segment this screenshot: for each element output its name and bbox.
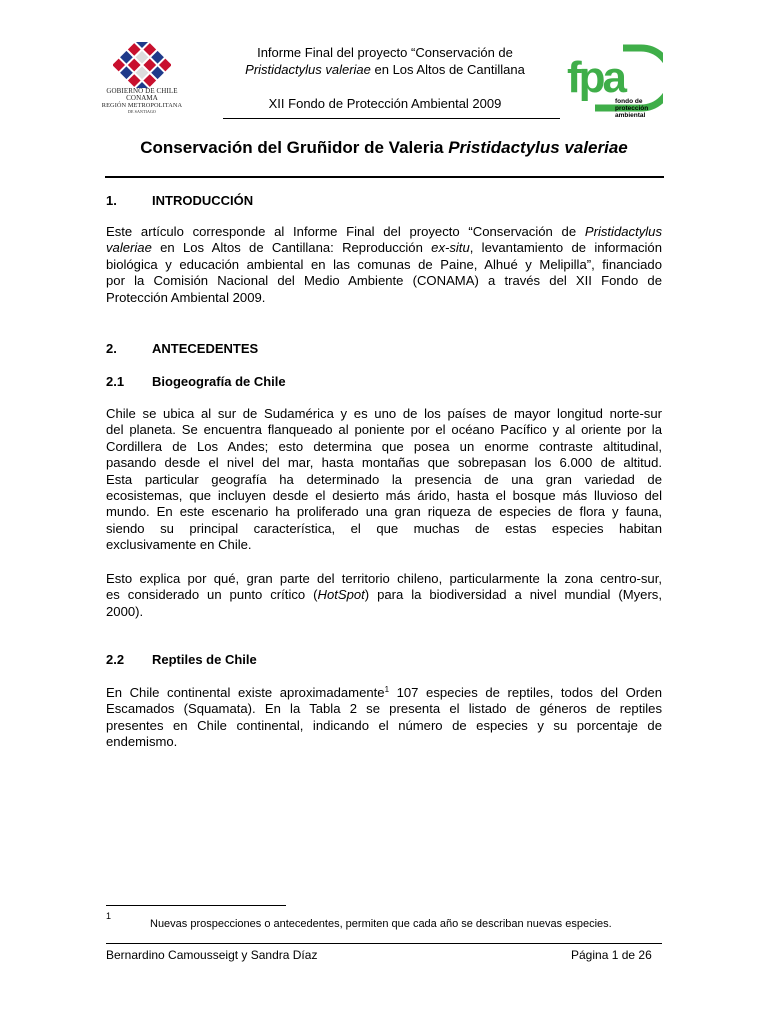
biogeo-line: exclusivamente en Chile.	[106, 537, 252, 553]
intro-line: Protección Ambiental 2009.	[106, 289, 266, 305]
page-title	[60, 137, 708, 159]
section-number: 1.	[106, 193, 117, 208]
intro-text-italic: Pristidactylus	[584, 224, 662, 239]
biogeo-line: Esto explica por qué, gran parte del territorio chileno, particularmente la zona centro-sur,	[106, 571, 662, 586]
biogeo-text: es considerado un punto crítico (	[106, 587, 318, 603]
fpa-logo	[563, 40, 663, 124]
reptiles-line: presentes en Chile continental, indicando el número de especies y su porcentaje de	[106, 717, 662, 733]
intro-text: en Los Altos de Cantillana: Reproducción	[151, 240, 432, 256]
section-heading-introduccion	[106, 193, 662, 209]
gobierno-de-chile-logo	[100, 42, 184, 124]
fpa-logo-line2: protección	[615, 105, 649, 112]
intro-text: Este artículo corresponde al Informe Final del proyecto “Conservación de	[106, 224, 585, 239]
biogeo-line: 2000).	[106, 603, 144, 619]
logo-left-line2: CONAMA	[126, 94, 158, 102]
section-title: Biogeografía de Chile	[152, 374, 286, 389]
intro-text: , levantamiento de información	[469, 240, 662, 256]
header-line3: XII Fondo de Protección Ambiental 2009	[268, 96, 502, 111]
intro-line: por la Comisión Nacional del Medio Ambiente (CONAMA) a través del XII Fondo de	[106, 273, 662, 289]
section-heading-biogeografia	[106, 374, 662, 390]
fpa-logo-mark-icon	[563, 40, 663, 124]
header-location: en Los Altos de Cantillana	[370, 62, 525, 77]
footer-page-number: Página 1 de 26	[571, 948, 652, 962]
logo-left-line1: GOBIERNO DE CHILE	[106, 87, 178, 95]
logo-left-line4: DE SANTIAGO	[128, 109, 156, 114]
logo-left-line3: REGIÓN METROPOLITANA	[101, 102, 183, 109]
header-rule	[223, 118, 560, 119]
biogeo-line: ecosistemas, que incluyen desde el desierto más árido, hasta el bosque más lluvioso del	[106, 487, 662, 503]
fpa-logo-mark: fpa	[567, 53, 624, 102]
section-number: 2.	[106, 341, 117, 356]
biogeo-paragraph-1	[106, 406, 662, 554]
biogeo-line: Chile se ubica al sur de Sudamérica y es uno de los países de mayor longitud norte-sur	[106, 406, 662, 421]
footnote-text: Nuevas prospecciones o antecedentes, permiten que cada año se describan nuevas especies.	[150, 918, 612, 930]
reptiles-line: Escamados (Squamata). En la Tabla 2 se presenta el listado de géneros de reptiles	[106, 701, 662, 717]
section-heading-reptiles	[106, 652, 662, 668]
footer-authors: Bernardino Camousseigt y Sandra Díaz	[106, 948, 318, 962]
section-title: ANTECEDENTES	[152, 341, 259, 356]
footnote-rule	[106, 905, 286, 906]
section-heading-antecedentes	[106, 341, 662, 357]
section-title: INTRODUCCIÓN	[152, 193, 254, 208]
biogeo-line: Esta particular geografía ha determinado la presencia de una gran variedad de	[106, 471, 662, 487]
intro-text-italic: valeriae	[106, 240, 152, 256]
biogeo-line: Cordillera de Los Andes; esto determina que posea un enorme contraste altitudinal,	[106, 438, 662, 454]
section-title: Reptiles de Chile	[152, 652, 257, 667]
section-number: 2.1	[106, 374, 125, 389]
header-species-name: Pristidactylus valeriae	[245, 62, 371, 77]
fpa-logo-line3: ambiental	[615, 112, 646, 119]
fpa-logo-line1: fondo de	[615, 98, 643, 105]
gobierno-logo-emblem-icon	[113, 42, 171, 88]
biogeo-text: ) para la biodiversidad a nivel mundial (Myers,	[364, 587, 662, 603]
intro-paragraph	[106, 224, 662, 306]
header-line1: Informe Final del proyecto “Conservación de	[257, 45, 513, 60]
reptiles-text: En Chile continental existe aproximadamente	[106, 685, 385, 700]
biogeo-line: siendo su principal característica, el que muchas de estas especies habitan	[106, 520, 662, 536]
reptiles-line: endemismo.	[106, 734, 178, 750]
footnote-number: 1	[106, 911, 112, 921]
reptiles-text: 107 especies de reptiles, todos del Orden	[389, 685, 662, 700]
title-plain: Conservación del Gruñidor de Valeria	[140, 138, 449, 157]
footer-rule	[106, 943, 662, 944]
intro-line: biológica y educación ambiental en las comunas de Paine, Alhué y Melipilla”, financiado	[106, 256, 662, 272]
title-rule	[105, 176, 664, 178]
reptiles-paragraph	[106, 685, 662, 751]
biogeo-line: del planeta. Se encuentra flanqueado al poniente por el océano Pacífico y al oriente por la	[106, 422, 662, 438]
header-line2	[225, 61, 545, 78]
biogeo-line: mundo. En este escenario ha proliferado una gran riqueza de especies de flora y fauna,	[106, 504, 662, 520]
footnote-ref[interactable]: 1	[384, 685, 390, 694]
intro-line	[106, 224, 662, 240]
section-number: 2.2	[106, 652, 125, 667]
biogeo-paragraph-2	[106, 571, 662, 620]
intro-line	[106, 240, 662, 256]
title-species: Pristidactylus valeriae	[448, 138, 628, 157]
biogeo-line	[106, 587, 662, 603]
biogeo-line: pasando desde el nivel del mar, hasta montañas que sobrepasan los 6.000 de altitud.	[106, 455, 662, 471]
reptiles-line	[106, 685, 662, 701]
intro-text-italic: ex-situ	[431, 240, 470, 256]
biogeo-text-italic: HotSpot	[317, 587, 365, 603]
